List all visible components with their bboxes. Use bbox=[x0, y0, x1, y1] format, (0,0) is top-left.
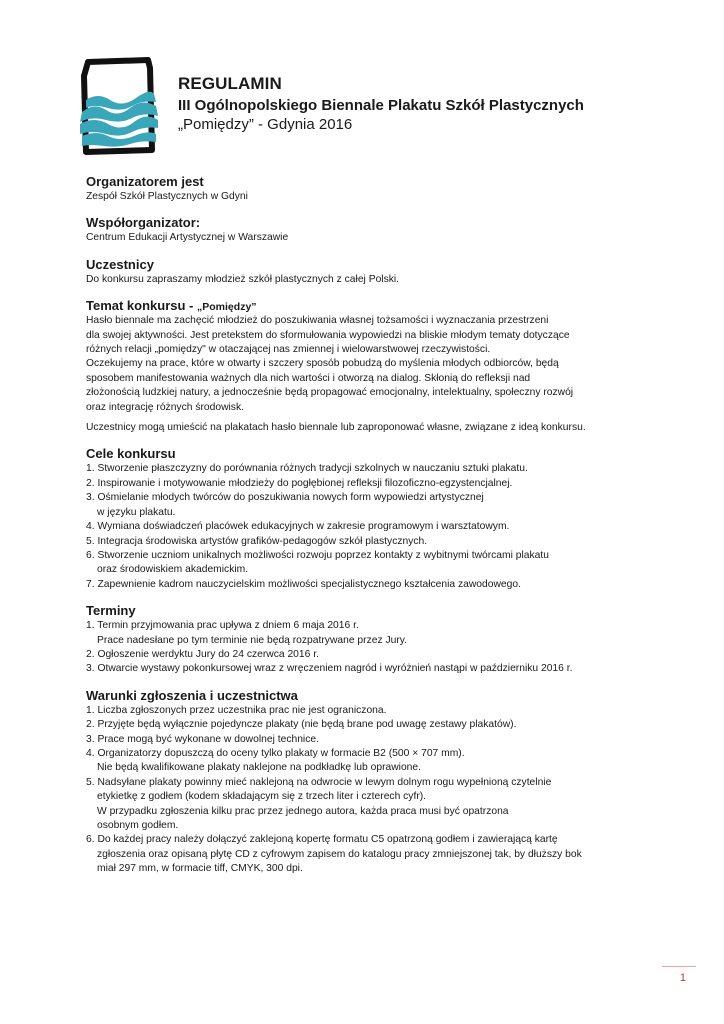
page-number-value: 1 bbox=[679, 972, 686, 984]
section-theme bbox=[86, 298, 646, 435]
section-heading bbox=[86, 298, 646, 313]
list-item-continuation: etykietkę z godłem (kodem składającym się z trzech liter i czterech cyfr). bbox=[97, 791, 427, 803]
list-item: 3. Otwarcie wystawy pokonkursowej wraz z wręczeniem nagród i wyróżnień nastąpi w październiku 2016 r. bbox=[86, 663, 573, 675]
list-item: 6. Do każdej pracy należy dołączyć zaklejoną kopertę formatu C5 opatrzoną godłem i zawierającą kartę bbox=[86, 834, 558, 846]
document-title: REGULAMIN bbox=[178, 74, 282, 93]
theme-note: Uczestnicy mogą umieścić na plakatach hasło biennale lub zaproponować własne, związane z ideą konkursu. bbox=[86, 422, 586, 434]
waves-logo-icon bbox=[78, 56, 160, 156]
text-line: złożonością ludzkiej natury, a jednocześnie będą propagować emocjonalny, intelektualny, społeczny rozwój bbox=[86, 387, 574, 399]
section-heading: Warunki zgłoszenia i uczestnictwa bbox=[86, 687, 298, 703]
list-item: 2. Przyjęte będą wyłącznie pojedyncze plakaty (nie będą brane pod uwagę zestawy plakatów). bbox=[86, 719, 517, 731]
text-line: Oczekujemy na prace, które w otwarty i szczery sposób pobudzą do myślenia młodych odbiorców, będą bbox=[86, 358, 559, 370]
section-text: Zespół Szkół Plastycznych w Gdyni bbox=[86, 191, 248, 202]
section-text: Do konkursu zapraszamy młodzież szkół plastycznych z całej Polski. bbox=[86, 273, 400, 285]
document-subtitle: III Ogólnopolskiego Biennale Plakatu Szkół Plastycznych bbox=[178, 97, 584, 114]
list-item: 4. Organizatorzy dopuszczą do oceny tylko plakaty w formacie B2 (500 × 707 mm). bbox=[86, 747, 465, 759]
list-item: 3. Ośmielanie młodych twórców do poszukiwania nowych form wypowiedzi artystycznej bbox=[86, 492, 484, 504]
text-line: oraz integrację różnych środowisk. bbox=[86, 401, 244, 413]
section-dates bbox=[86, 603, 646, 677]
heading-theme-word: „Pomiędzy” bbox=[197, 301, 257, 314]
list-item-continuation: oraz środowiskiem akademickim. bbox=[97, 564, 249, 576]
list-item: 6. Stworzenie uczniom unikalnych możliwości rozwoju poprzez kontakty z wybitnymi twórcami plakatu bbox=[86, 549, 549, 561]
heading-main: Temat konkursu - bbox=[86, 298, 198, 314]
list-item-continuation: miał 297 mm, w formacie tiff, CMYK, 300 dpi. bbox=[97, 863, 303, 875]
list-item-continuation: osobnym godłem. bbox=[97, 820, 179, 831]
theme-paragraph bbox=[86, 314, 646, 415]
document-subtitle-event: „Pomiędzy” - Gdynia 2016 bbox=[178, 116, 353, 133]
section-heading: Cele konkursu bbox=[86, 446, 176, 462]
section-goals bbox=[86, 446, 646, 592]
list-item: 1. Liczba zgłoszonych przez uczestnika prac nie jest ograniczona. bbox=[86, 704, 387, 716]
page-number bbox=[662, 966, 696, 984]
section-heading: Uczestnicy bbox=[86, 256, 154, 272]
list-item: 1. Stworzenie płaszczyzny do porównania różnych tradycji szkolnych w nauczaniu sztuki plakatu. bbox=[86, 463, 528, 475]
list-item: 2. Inspirowanie i motywowanie młodzieży do pogłębionej refleksji filozoficzno-egzystencjalnej. bbox=[86, 477, 513, 489]
section-heading: Terminy bbox=[86, 603, 136, 619]
list-item: 1. Termin przyjmowania prac upływa z dniem 6 maja 2016 r. bbox=[86, 620, 359, 632]
section-heading: Współorganizator: bbox=[86, 215, 201, 231]
text-line: sposobem manifestowania ważnych dla nich wartości i otworzą na dialog. Skłonią do refleksji nad bbox=[86, 372, 531, 384]
text-line: dla swojej aktywności. Jest pretekstem do sformułowania wypowiedzi na bliskie młodym tematy dotyczące bbox=[86, 329, 570, 341]
section-coorganizer bbox=[86, 215, 646, 245]
list-item: 3. Prace mogą być wykonane w dowolnej technice. bbox=[86, 733, 319, 745]
page-number-rule bbox=[662, 966, 696, 967]
list-item-continuation: w języku plakatu. bbox=[97, 506, 176, 518]
section-conditions bbox=[86, 688, 646, 877]
text-line: różnych relacji „pomiędzy" w otaczającej nas zmiennej i wielowarstwowej rzeczywistości. bbox=[86, 344, 491, 356]
list-item-continuation: zgłoszenia oraz opisaną płytę CD z cyfrowym zapisem do katalogu pracy zmniejszonej tak, by dłuższy bok bbox=[97, 848, 582, 860]
list-item: 4. Wymiana doświadczeń placówek edukacyjnych w zakresie programowym i warsztatowym. bbox=[86, 521, 510, 533]
section-participants bbox=[86, 257, 646, 287]
section-organizer bbox=[86, 174, 646, 204]
list-item: 7. Zapewnienie kadrom nauczycielskim możliwości specjalistycznego kształcenia zawodowego. bbox=[86, 578, 521, 590]
section-heading: Organizatorem jest bbox=[86, 174, 204, 189]
list-item: 2. Ogłoszenie werdyktu Jury do 24 czerwca 2016 r. bbox=[86, 648, 319, 660]
list-item-continuation: Prace nadesłane po tym terminie nie będą rozpatrywane przez Jury. bbox=[97, 634, 408, 646]
list-item-continuation: W przypadku zgłoszenia kilku prac przez jednego autora, każda praca musi być opatrzona bbox=[97, 805, 509, 817]
list-item: 5. Integracja środowiska artystów grafików-pedagogów szkół plastycznych. bbox=[86, 535, 428, 547]
list-item-continuation: Nie będą kwalifikowane plakaty naklejone na podkładkę lub oprawione. bbox=[97, 762, 421, 774]
section-text: Centrum Edukacji Artystycznej w Warszawie bbox=[86, 232, 289, 244]
title-block bbox=[178, 74, 698, 133]
text-line: Hasło biennale ma zachęcić młodzież do poszukiwania własnej tożsamości i wyznaczania przestrzeni bbox=[86, 315, 549, 327]
document-body bbox=[86, 174, 646, 888]
list-item: 5. Nadsyłane plakaty powinny mieć naklejoną na odwrocie w lewym dolnym rogu wypełnioną czytelnie bbox=[86, 776, 552, 788]
